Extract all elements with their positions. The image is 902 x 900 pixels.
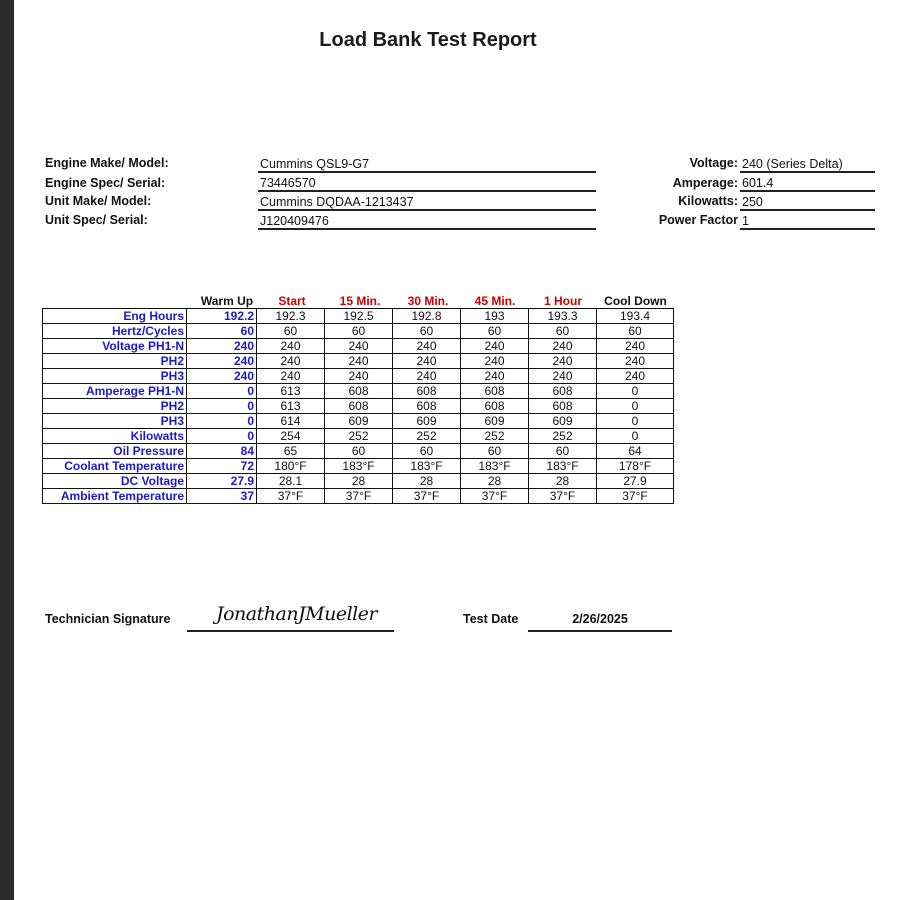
table-cell: 183°F <box>325 459 393 474</box>
table-row <box>43 309 674 324</box>
table-row <box>43 489 674 504</box>
row-label: Voltage PH1-N <box>43 339 187 354</box>
table-cell: 60 <box>393 444 461 459</box>
table-cell: 0 <box>187 429 257 444</box>
table-cell: 252 <box>461 429 529 444</box>
row-label: Kilowatts <box>43 429 187 444</box>
table-cell: 28 <box>393 474 461 489</box>
table-cell: 192.5 <box>325 309 393 324</box>
table-cell: 240 <box>325 369 393 384</box>
table-cell: 192.3 <box>257 309 325 324</box>
table-cell: 252 <box>325 429 393 444</box>
table-cell: 240 <box>187 369 257 384</box>
table-cell: 608 <box>529 399 597 414</box>
table-cell: 240 <box>393 354 461 369</box>
table-cell: 60 <box>529 324 597 339</box>
table-cell: 240 <box>461 354 529 369</box>
table-cell: 240 <box>187 339 257 354</box>
engine-spec-serial-value: 73446570 <box>258 175 596 192</box>
table-cell: 193.4 <box>597 309 674 324</box>
engine-make-model-label: Engine Make/ Model: <box>45 156 169 170</box>
table-cell: 28.1 <box>257 474 325 489</box>
table-cell: 37°F <box>393 489 461 504</box>
unit-spec-serial-value: J120409476 <box>258 213 596 230</box>
table-cell: 37°F <box>529 489 597 504</box>
table-row <box>43 354 674 369</box>
table-cell: 240 <box>187 354 257 369</box>
table-row <box>43 369 674 384</box>
table-cell: 608 <box>393 384 461 399</box>
table-row <box>43 474 674 489</box>
unit-make-model-value: Cummins DQDAA-1213437 <box>258 194 596 211</box>
table-cell: 60 <box>257 324 325 339</box>
table-cell: 64 <box>597 444 674 459</box>
table-cell: 613 <box>257 399 325 414</box>
table-cell: 240 <box>393 369 461 384</box>
table-cell: 240 <box>461 369 529 384</box>
table-cell: 240 <box>325 354 393 369</box>
kilowatts-label: Kilowatts: <box>678 194 738 208</box>
row-label: PH2 <box>43 399 187 414</box>
col-header-warm-up: Warm Up <box>200 294 254 308</box>
table-cell: 608 <box>393 399 461 414</box>
table-cell: 609 <box>393 414 461 429</box>
table-cell: 60 <box>393 324 461 339</box>
table-cell: 28 <box>529 474 597 489</box>
col-header-cool-down: Cool Down <box>604 294 667 308</box>
table-cell: 609 <box>325 414 393 429</box>
table-cell: 192.2 <box>187 309 257 324</box>
table-cell: 240 <box>257 354 325 369</box>
document-left-edge <box>0 0 14 900</box>
voltage-value: 240 (Series Delta) <box>740 156 875 173</box>
table-cell: 60 <box>461 444 529 459</box>
table-cell: 0 <box>597 384 674 399</box>
table-cell: 183°F <box>461 459 529 474</box>
table-cell: 0 <box>187 399 257 414</box>
table-row <box>43 429 674 444</box>
table-cell: 60 <box>529 444 597 459</box>
test-data-table <box>42 308 674 504</box>
table-cell: 37 <box>187 489 257 504</box>
row-label: PH3 <box>43 414 187 429</box>
table-cell: 178°F <box>597 459 674 474</box>
col-header-30-min: 30 Min. <box>407 294 449 308</box>
table-cell: 240 <box>461 339 529 354</box>
table-cell: 193.3 <box>529 309 597 324</box>
row-label: PH3 <box>43 369 187 384</box>
table-cell: 60 <box>325 444 393 459</box>
table-cell: 180°F <box>257 459 325 474</box>
power-factor-label: Power Factor <box>658 213 738 227</box>
row-label: Eng Hours <box>43 309 187 324</box>
table-row <box>43 339 674 354</box>
table-cell: 240 <box>597 369 674 384</box>
table-cell: 60 <box>325 324 393 339</box>
row-label: Amperage PH1-N <box>43 384 187 399</box>
test-date-value: 2/26/2025 <box>572 612 628 626</box>
table-row <box>43 414 674 429</box>
table-cell: 608 <box>325 399 393 414</box>
table-cell: 27.9 <box>597 474 674 489</box>
amperage-value: 601.4 <box>740 175 875 192</box>
row-label: Hertz/Cycles <box>43 324 187 339</box>
table-cell: 37°F <box>257 489 325 504</box>
table-row <box>43 459 674 474</box>
table-cell: 240 <box>597 339 674 354</box>
table-cell: 608 <box>529 384 597 399</box>
col-header-1-hour: 1 Hour <box>543 294 582 308</box>
test-date-label: Test Date <box>463 612 519 626</box>
table-cell: 183°F <box>529 459 597 474</box>
table-cell: 608 <box>461 399 529 414</box>
voltage-label: Voltage: <box>689 156 738 170</box>
table-cell: 60 <box>461 324 529 339</box>
table-cell: 608 <box>325 384 393 399</box>
table-cell: 613 <box>257 384 325 399</box>
table-cell: 254 <box>257 429 325 444</box>
table-row <box>43 399 674 414</box>
table-cell: 252 <box>529 429 597 444</box>
engine-spec-serial-label: Engine Spec/ Serial: <box>45 176 166 190</box>
signature-line <box>187 630 394 632</box>
table-cell: 37°F <box>597 489 674 504</box>
table-cell: 28 <box>325 474 393 489</box>
row-label: PH2 <box>43 354 187 369</box>
row-label: Oil Pressure <box>43 444 187 459</box>
row-label: Coolant Temperature <box>43 459 187 474</box>
table-row <box>43 384 674 399</box>
power-factor-value: 1 <box>740 213 875 230</box>
table-cell: 240 <box>529 354 597 369</box>
table-row <box>43 324 674 339</box>
table-cell: 609 <box>529 414 597 429</box>
table-cell: 0 <box>187 414 257 429</box>
table-cell: 27.9 <box>187 474 257 489</box>
table-cell: 60 <box>597 324 674 339</box>
table-cell: 608 <box>461 384 529 399</box>
col-header-15-min: 15 Min. <box>339 294 381 308</box>
table-cell: 60 <box>187 324 257 339</box>
report-title: Load Bank Test Report <box>319 29 537 51</box>
table-cell: 193 <box>461 309 529 324</box>
table-cell: 240 <box>325 339 393 354</box>
table-cell: 0 <box>597 429 674 444</box>
col-header-start: Start <box>278 294 306 308</box>
table-cell: 192.8 <box>393 309 461 324</box>
row-label: DC Voltage <box>43 474 187 489</box>
table-cell: 72 <box>187 459 257 474</box>
amperage-label: Amperage: <box>672 176 738 190</box>
table-cell: 84 <box>187 444 257 459</box>
test-date-line <box>528 630 672 632</box>
kilowatts-value: 250 <box>740 194 875 211</box>
engine-make-model-value: Cummins QSL9-G7 <box>258 156 596 173</box>
table-cell: 0 <box>597 414 674 429</box>
table-cell: 183°F <box>393 459 461 474</box>
unit-make-model-label: Unit Make/ Model: <box>45 194 152 208</box>
table-cell: 0 <box>187 384 257 399</box>
table-row <box>43 444 674 459</box>
table-cell: 240 <box>257 339 325 354</box>
row-label: Ambient Temperature <box>43 489 187 504</box>
table-cell: 240 <box>393 339 461 354</box>
table-cell: 252 <box>393 429 461 444</box>
col-header-45-min: 45 Min. <box>474 294 516 308</box>
technician-signature: JonathanJMueller <box>216 603 378 625</box>
technician-signature-label: Technician Signature <box>45 612 171 626</box>
table-cell: 37°F <box>325 489 393 504</box>
table-cell: 240 <box>257 369 325 384</box>
table-cell: 614 <box>257 414 325 429</box>
table-cell: 240 <box>529 369 597 384</box>
table-cell: 37°F <box>461 489 529 504</box>
unit-spec-serial-label: Unit Spec/ Serial: <box>45 213 148 227</box>
table-cell: 240 <box>597 354 674 369</box>
table-cell: 609 <box>461 414 529 429</box>
table-cell: 28 <box>461 474 529 489</box>
table-cell: 65 <box>257 444 325 459</box>
table-cell: 240 <box>529 339 597 354</box>
table-cell: 0 <box>597 399 674 414</box>
